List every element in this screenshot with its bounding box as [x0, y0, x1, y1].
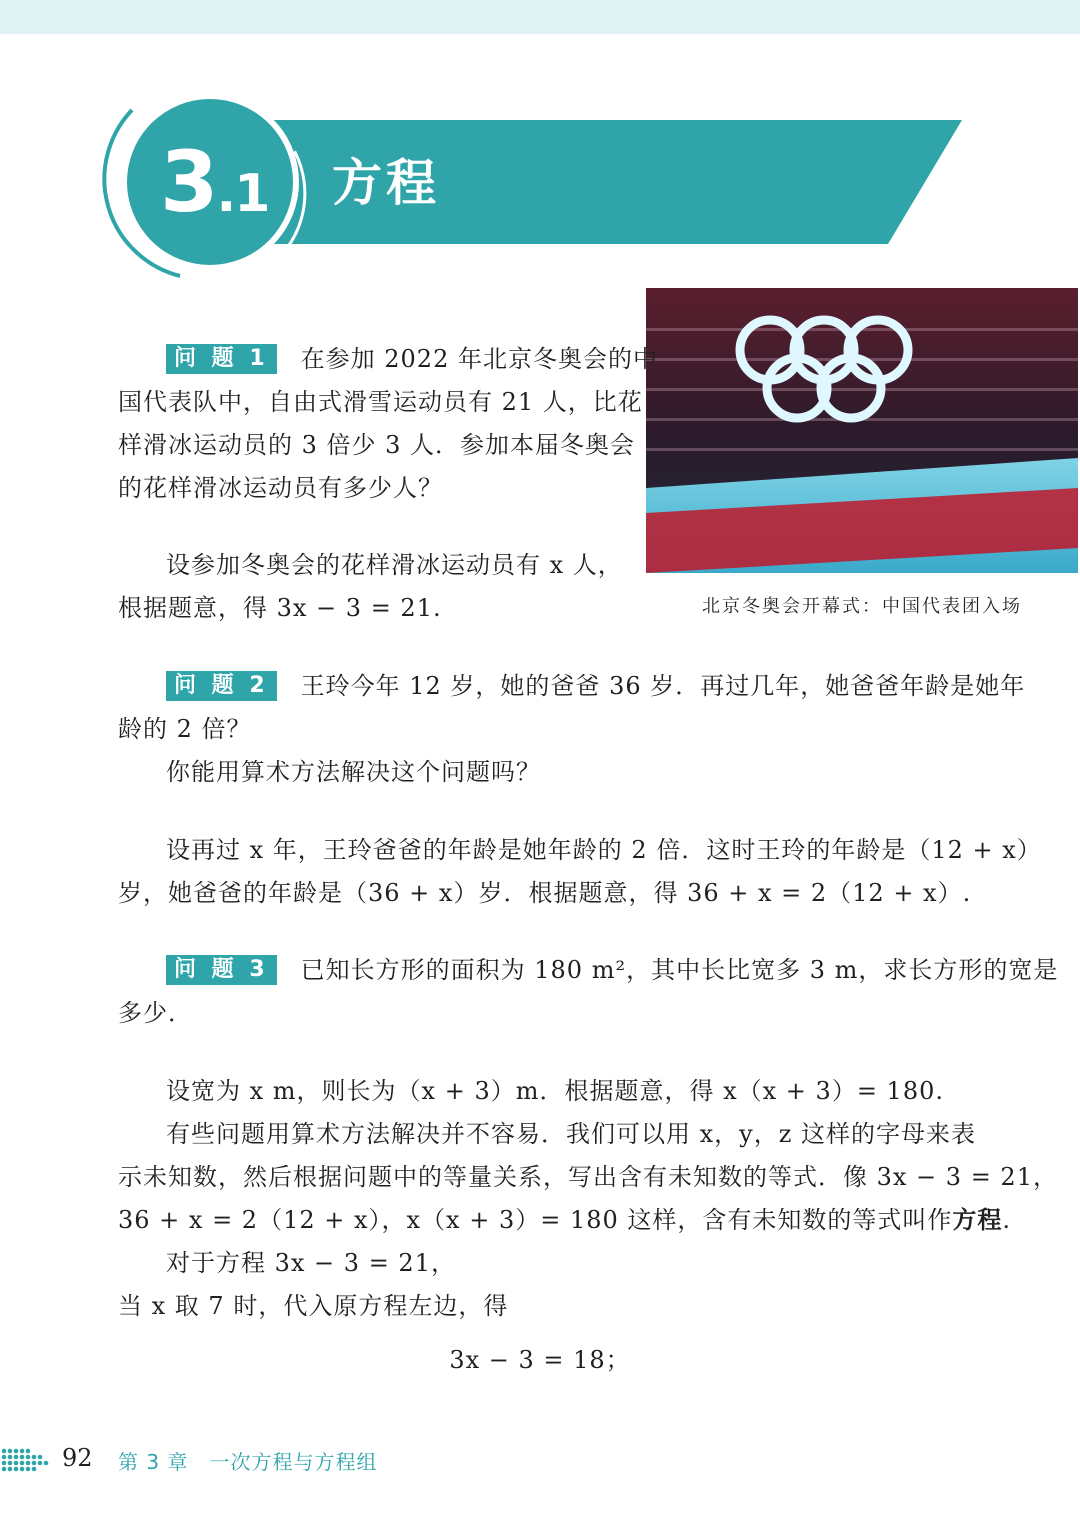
problem1-line3: 样滑冰运动员的 3 倍少 3 人．参加本届冬奥会: [118, 431, 636, 459]
olympic-ceremony-photo: [646, 288, 1078, 573]
problem2-tag: 问 题 2: [166, 671, 277, 701]
problem1-line1: 问 题 1 在参加 2022 年北京冬奥会的中: [118, 338, 658, 381]
problem1-line2: 国代表队中，自由式滑雪运动员有 21 人，比花: [118, 388, 643, 416]
problem1-solution-line2: 根据题意，得 3x − 3 = 21.: [118, 594, 442, 622]
footer-dot-pattern-icon: [0, 1442, 56, 1476]
definition-line3: 36 + x = 2（12 + x），x（x + 3）= 180 这样，含有未知数的等式叫作方程.: [118, 1206, 1012, 1234]
problem1-solution-line1: 设参加冬奥会的花样滑冰运动员有 x 人，: [166, 551, 623, 579]
problem2-line2: 龄的 2 倍？: [118, 715, 252, 743]
term-equation: 方程: [952, 1206, 1003, 1234]
problem3-line2: 多少．: [118, 999, 193, 1027]
chapter-title: 第 3 章 一次方程与方程组: [118, 1450, 378, 1474]
definition-line2: 示未知数，然后根据问题中的等量关系，写出含有未知数的等式．像 3x − 3 = 21，: [118, 1163, 1058, 1191]
section-title: 方程: [332, 154, 440, 212]
problem2-line1: 问 题 2 王玲今年 12 岁，她的爸爸 36 岁．再过几年，她爸爸年龄是她年: [118, 665, 1025, 708]
section-number: 3.1: [160, 133, 269, 231]
problem1-line4: 的花样滑冰运动员有多少人？: [118, 474, 443, 502]
centered-equation: 3x − 3 = 18；: [449, 1346, 631, 1374]
problem2-solution-line1: 设再过 x 年，王玲爸爸的年龄是她年龄的 2 倍．这时王玲的年龄是（12 + x）: [166, 836, 1042, 864]
problem3-solution-line1: 设宽为 x m，则长为（x + 3）m．根据题意，得 x（x + 3）= 180.: [166, 1077, 944, 1105]
definition-line4: 对于方程 3x − 3 = 21，: [166, 1249, 456, 1277]
problem1-tag: 问 题 1: [166, 344, 277, 374]
problem2-solution-line2: 岁，她爸爸的年龄是（36 + x）岁．根据题意，得 36 + x = 2（12 + x）.: [118, 879, 972, 907]
problem2-line3: 你能用算术方法解决这个问题吗？: [166, 758, 541, 786]
definition-line5: 当 x 取 7 时，代入原方程左边，得: [118, 1292, 509, 1320]
photo-caption: 北京冬奥会开幕式：中国代表团入场: [702, 596, 1022, 617]
page-number: 92: [62, 1444, 93, 1472]
definition-line1: 有些问题用算术方法解决并不容易．我们可以用 x，y，z 这样的字母来表: [166, 1120, 976, 1148]
problem3-line1: 问 题 3 已知长方形的面积为 180 m²，其中长比宽多 3 m，求长方形的宽是: [118, 949, 1058, 992]
problem3-tag: 问 题 3: [166, 955, 277, 985]
